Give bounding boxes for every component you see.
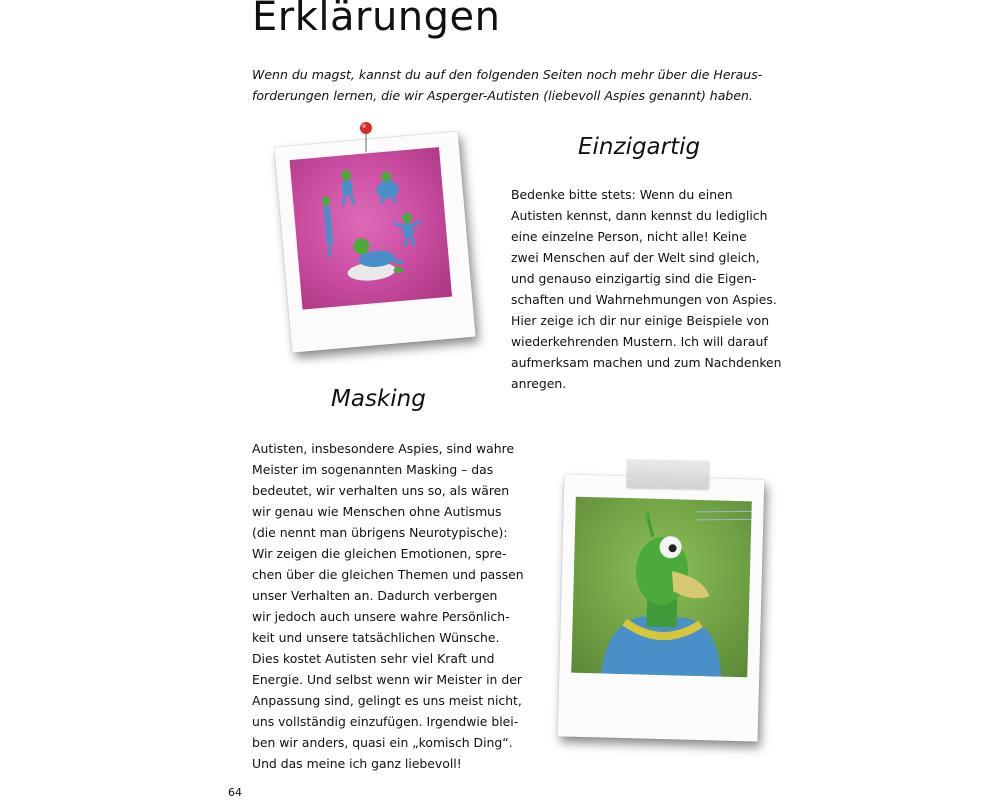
polaroid-aliens-photo xyxy=(274,131,475,352)
text-line: wiederkehrenden Mustern. Ich will darauf xyxy=(511,334,768,349)
text-line: wir genau wie Menschen ohne Autismus xyxy=(252,504,502,519)
text-line: Autisten kennst, dann kennst du lediglich xyxy=(511,208,768,223)
text-line: ben wir anders, quasi ein „komisch Ding“. xyxy=(252,735,513,750)
heading-masking: Masking xyxy=(331,386,426,412)
text-line: Wir zeigen die gleichen Emotionen, spre- xyxy=(252,546,507,561)
einzigartig-paragraph xyxy=(511,184,782,394)
text-line: Meister im sogenannten Masking – das xyxy=(252,462,494,477)
text-line: unser Verhalten an. Dadurch verbergen xyxy=(252,588,498,603)
text-line: Hier zeige ich dir nur einige Beispiele von xyxy=(511,313,770,328)
tall-alien-figure xyxy=(322,196,335,257)
masking-paragraph xyxy=(252,438,524,774)
text-line: und genauso einzigartig sind die Eigen- xyxy=(511,271,757,286)
text-line: Dies kostet Autisten sehr viel Kraft und xyxy=(252,651,495,666)
aliens-illustration xyxy=(290,147,453,310)
standing-alien-figure xyxy=(340,170,355,206)
adhesive-tape xyxy=(627,459,709,488)
intro-line: forderungen lernen, die wir Asperger-Autisten (liebevoll Aspies genannt) haben. xyxy=(252,88,753,103)
text-line: Anpassung sind, gelingt es uns meist nicht, xyxy=(252,693,522,708)
waving-alien-figure xyxy=(393,212,424,247)
alien-portrait-illustration xyxy=(571,497,752,678)
text-line: uns vollständig einzufügen. Irgendwie blei- xyxy=(252,714,519,729)
text-line: Bedenke bitte stets: Wenn du einen xyxy=(511,187,733,202)
text-line: (die nennt man übrigens Neurotypische): xyxy=(252,525,508,540)
round-alien-figure xyxy=(375,171,400,205)
text-line: keit und unsere tatsächlichen Wünsche. xyxy=(252,630,500,645)
text-line: Und das meine ich ganz liebevoll! xyxy=(252,756,462,771)
intro-text xyxy=(252,64,763,106)
text-line: Energie. Und selbst wenn wir Meister in der xyxy=(252,672,522,687)
text-line: chen über die gleichen Themen und passen xyxy=(252,567,524,582)
lounging-alien-figure xyxy=(345,235,405,283)
text-line: zwei Menschen auf der Welt sind gleich, xyxy=(511,250,760,265)
text-line: Autisten, insbesondere Aspies, sind wahre xyxy=(252,441,515,456)
intro-line: Wenn du magst, kannst du auf den folgenden Seiten noch mehr über die Heraus- xyxy=(252,67,763,82)
heading-einzigartig: Einzigartig xyxy=(578,134,701,160)
text-line: schaften und Wahrnehmungen von Aspies. xyxy=(511,292,777,307)
page-title: Erklärungen xyxy=(252,0,501,40)
text-line: eine einzelne Person, nicht alle! Keine xyxy=(511,229,747,244)
text-line: bedeutet, wir verhalten uns so, als wären xyxy=(252,483,510,498)
text-line: wir jedoch auch unsere wahre Persönlich- xyxy=(252,609,510,624)
text-line: aufmerksam machen und zum Nachdenken xyxy=(511,355,782,370)
pushpin-icon xyxy=(359,121,373,153)
polaroid-alien-portrait xyxy=(558,474,765,741)
page-number: 64 xyxy=(228,786,242,799)
text-line: anregen. xyxy=(511,376,567,391)
